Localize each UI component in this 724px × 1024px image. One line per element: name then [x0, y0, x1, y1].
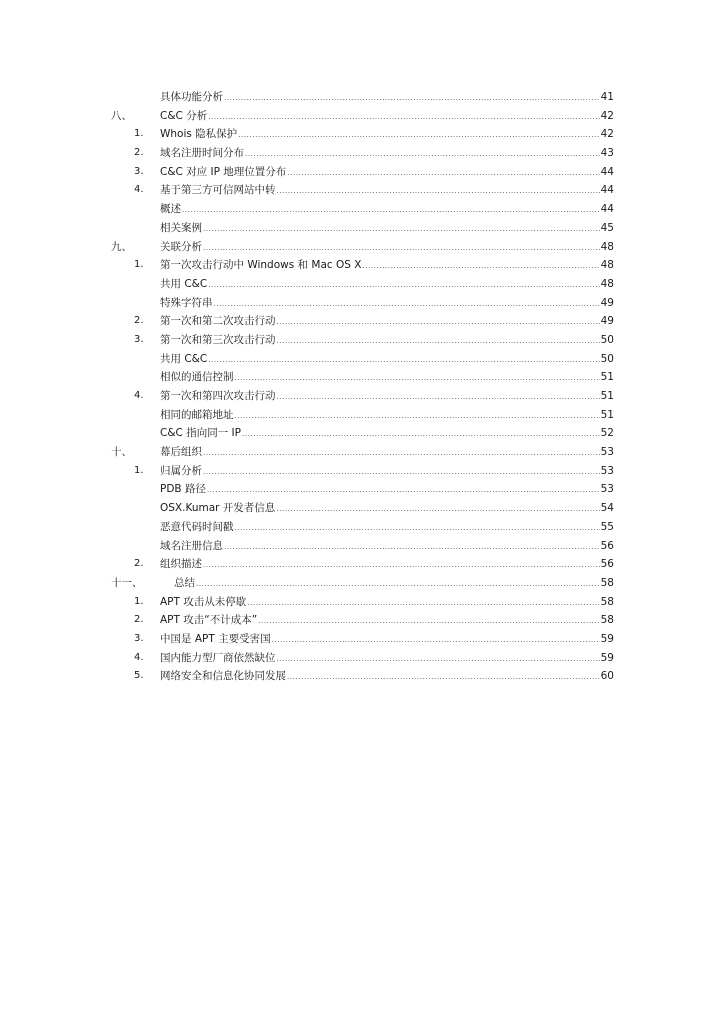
toc-entry[interactable] — [0, 238, 724, 257]
toc-page-number: 45 — [600, 221, 614, 234]
toc-entry-line — [160, 649, 614, 669]
toc-entry-title[interactable]: 总结 — [174, 576, 195, 589]
toc-page-number: 54 — [600, 502, 614, 515]
toc-entry[interactable] — [0, 181, 724, 200]
toc-entry[interactable] — [0, 144, 724, 163]
dot-leader — [203, 239, 600, 258]
toc-entry-line — [160, 144, 614, 164]
dot-leader — [203, 444, 600, 463]
toc-entry[interactable] — [0, 611, 724, 630]
toc-entry[interactable] — [0, 125, 724, 144]
toc-entry-title[interactable]: 第一次和第四次攻击行动 — [160, 390, 276, 402]
toc-page-number: 44 — [600, 184, 614, 197]
toc-page-number: 44 — [600, 165, 614, 178]
toc-entry-title[interactable]: 共用 C&C — [160, 352, 208, 365]
toc-entry-line — [160, 518, 614, 538]
toc-section-number: 4. — [134, 184, 144, 196]
dot-leader — [362, 257, 599, 276]
dot-leader — [276, 500, 599, 519]
toc-entry-line — [160, 480, 614, 500]
toc-section-number: 2. — [134, 558, 144, 570]
dot-leader — [258, 612, 599, 631]
toc-entry-title[interactable]: OSX.Kumar 开发者信息 — [160, 502, 276, 515]
toc-entry-line — [160, 88, 614, 108]
toc-entry-title[interactable]: C&C 分析 — [160, 109, 208, 122]
toc-page-number: 60 — [600, 670, 614, 683]
toc-entry-title[interactable]: 第一次和第二次攻击行动 — [160, 315, 276, 328]
toc-entry[interactable] — [0, 107, 724, 126]
toc-entry[interactable] — [0, 574, 724, 593]
dot-leader — [247, 594, 599, 613]
toc-entry-title[interactable]: 幕后组织 — [160, 446, 202, 459]
toc-section-number: 3. — [134, 333, 144, 345]
toc-entry-line — [160, 499, 614, 519]
toc-page-number: 51 — [600, 390, 614, 402]
toc-chapter-number: 八、 — [111, 109, 132, 122]
toc-entry-line — [160, 406, 614, 426]
dot-leader — [277, 313, 600, 332]
toc-page-number: 49 — [600, 315, 614, 328]
toc-entry-line — [160, 443, 614, 463]
toc-entry[interactable] — [0, 200, 724, 219]
toc-page-number: 58 — [600, 614, 614, 627]
toc-page-number: 50 — [600, 333, 614, 346]
toc-entry[interactable] — [0, 368, 724, 387]
toc-section-number: 5. — [134, 670, 144, 682]
toc-entry-title[interactable]: 归属分析 — [160, 464, 202, 477]
toc-entry-line — [160, 574, 614, 594]
toc-entry-title[interactable]: 域名注册时间分布 — [160, 147, 244, 160]
toc-entry-title[interactable]: 具体功能分析 — [160, 91, 223, 103]
toc-page-number: 42 — [600, 128, 614, 141]
toc-entry-title[interactable]: Whois 隐私保护 — [160, 128, 238, 141]
dot-leader — [277, 182, 600, 201]
toc-page-number: 53 — [600, 464, 614, 477]
toc-section-number: 2. — [134, 315, 144, 327]
toc-page-number: 58 — [600, 595, 614, 608]
toc-entry-line — [160, 294, 614, 314]
toc-page-number: 58 — [600, 576, 614, 589]
toc-page-number: 48 — [600, 240, 614, 253]
toc-entry[interactable] — [0, 219, 724, 238]
toc-entry-title[interactable]: C&C 指向同一 IP — [160, 427, 241, 440]
dot-leader — [245, 145, 600, 164]
toc-entry-line — [160, 163, 614, 183]
toc-section-number: 2. — [134, 614, 144, 626]
toc-entry-title[interactable]: 国内能力型厂商依然缺位 — [160, 651, 276, 664]
toc-entry-line — [160, 555, 614, 575]
dot-leader — [207, 481, 600, 500]
toc-page-number: 56 — [600, 558, 614, 571]
toc-page-number: 48 — [600, 277, 614, 290]
toc-entry-title[interactable]: 相似的通信控制 — [160, 371, 234, 384]
toc-page-number: 51 — [600, 371, 614, 384]
toc-entry-title[interactable]: 恶意代码时间戳 — [160, 520, 234, 533]
toc-section-number: 2. — [134, 147, 144, 159]
toc-entry[interactable] — [0, 275, 724, 294]
dot-leader — [287, 164, 599, 183]
toc-entry-title[interactable]: 第一次攻击行动中 Windows 和 Mac OS X — [160, 259, 362, 272]
toc-section-number: 4. — [134, 651, 144, 663]
toc-entry-line — [160, 537, 614, 557]
toc-entry-line — [160, 275, 614, 295]
toc-entry-line — [160, 238, 614, 258]
toc-entry-line — [160, 331, 614, 351]
toc-entry-title[interactable]: APT 攻击“不计成本” — [160, 614, 258, 627]
toc-entry[interactable] — [0, 649, 724, 668]
dot-leader — [277, 332, 600, 351]
toc-page-number: 55 — [600, 520, 614, 533]
toc-entry-line — [160, 593, 614, 613]
toc-page-number: 56 — [600, 539, 614, 552]
toc-entry-title[interactable]: 关联分析 — [160, 240, 202, 253]
toc-chapter-number: 十一、 — [111, 576, 143, 589]
toc-page-number: 44 — [600, 203, 614, 216]
toc-entry[interactable] — [0, 518, 724, 537]
toc-section-number: 1. — [134, 464, 144, 476]
dot-leader — [208, 276, 599, 295]
dot-leader — [203, 463, 600, 482]
toc-page-number: 59 — [600, 651, 614, 664]
toc-section-number: 3. — [134, 632, 144, 644]
dot-leader — [235, 407, 600, 426]
toc-page-number: 48 — [600, 259, 614, 272]
toc-entry-title[interactable]: C&C 对应 IP 地理位置分布 — [160, 165, 287, 178]
toc-entry-line — [160, 630, 614, 650]
toc-page-number: 49 — [600, 296, 614, 309]
toc-chapter-number: 十、 — [111, 446, 132, 459]
toc-entry-line — [160, 312, 614, 332]
toc-entry[interactable] — [0, 294, 724, 313]
toc-entry-line — [160, 107, 614, 127]
toc-entry-line — [160, 125, 614, 145]
dot-leader — [272, 631, 600, 650]
toc-page-number: 43 — [600, 147, 614, 160]
toc-entry-title[interactable]: 特殊字符串 — [160, 296, 213, 309]
dot-leader — [182, 201, 600, 220]
toc-entry-title[interactable]: 共用 C&C — [160, 277, 208, 290]
toc-entry-title[interactable]: PDB 路径 — [160, 483, 206, 496]
toc-entry[interactable] — [0, 667, 724, 686]
toc-section-number: 1. — [134, 595, 144, 607]
toc-chapter-number: 九、 — [111, 240, 132, 253]
toc-entry-line — [160, 368, 614, 388]
toc-entry-title[interactable]: 基于第三方可信网站中转 — [160, 184, 276, 197]
dot-leader — [203, 220, 600, 239]
toc-entry-title[interactable]: 概述 — [160, 203, 181, 216]
toc-entry[interactable] — [0, 163, 724, 182]
toc-entry-line — [160, 350, 614, 370]
toc-entry[interactable] — [0, 256, 724, 275]
toc-page-number: 53 — [600, 483, 614, 496]
toc-page-number: 53 — [600, 446, 614, 459]
toc-entry[interactable] — [0, 312, 724, 331]
toc-entry-title[interactable]: 第一次和第三次攻击行动 — [160, 333, 276, 346]
toc-entry-line — [160, 200, 614, 220]
dot-leader — [224, 89, 600, 108]
toc-section-number: 4. — [134, 390, 144, 401]
toc-entry[interactable] — [0, 462, 724, 481]
toc-entry[interactable] — [0, 88, 724, 107]
toc-entry[interactable] — [0, 331, 724, 350]
toc-entry[interactable] — [0, 387, 724, 406]
toc-entry[interactable] — [0, 630, 724, 649]
dot-leader — [208, 351, 599, 370]
toc-entry-line — [160, 219, 614, 239]
toc-entry-title[interactable]: 相关案例 — [160, 221, 202, 234]
table-of-contents — [0, 88, 724, 686]
dot-leader — [208, 108, 599, 127]
toc-entry[interactable] — [0, 350, 724, 369]
toc-entry-line — [160, 181, 614, 201]
toc-section-number: 1. — [134, 128, 144, 140]
dot-leader — [224, 538, 600, 557]
toc-entry-title[interactable]: 相同的邮箱地址 — [160, 408, 234, 421]
toc-page-number: 59 — [600, 632, 614, 645]
toc-entry-line — [160, 462, 614, 482]
toc-entry[interactable] — [0, 537, 724, 556]
toc-page-number: 41 — [600, 91, 614, 103]
dot-leader — [287, 668, 600, 687]
toc-entry-title[interactable]: APT 攻击从未停歇 — [160, 595, 247, 608]
dot-leader — [242, 425, 600, 444]
toc-entry-line — [160, 424, 614, 444]
dot-leader — [277, 650, 600, 669]
toc-entry-line — [160, 667, 614, 687]
dot-leader — [238, 126, 599, 145]
toc-entry-title[interactable]: 域名注册信息 — [160, 539, 223, 552]
dot-leader — [235, 369, 600, 388]
dot-leader — [214, 295, 600, 314]
toc-entry-line — [160, 611, 614, 631]
dot-leader — [203, 556, 600, 575]
toc-entry-line — [160, 256, 614, 276]
toc-entry-line — [160, 387, 614, 407]
toc-entry[interactable] — [0, 480, 724, 499]
toc-entry[interactable] — [0, 555, 724, 574]
toc-page-number: 42 — [600, 109, 614, 122]
toc-section-number: 3. — [134, 165, 144, 177]
toc-page-number: 52 — [600, 427, 614, 440]
toc-entry[interactable] — [0, 406, 724, 425]
dot-leader — [196, 575, 600, 594]
toc-section-number: 1. — [134, 259, 144, 271]
toc-entry-title[interactable]: 组织描述 — [160, 558, 202, 571]
dot-leader — [277, 388, 600, 407]
toc-entry[interactable] — [0, 424, 724, 443]
toc-entry[interactable] — [0, 499, 724, 518]
toc-entry-title[interactable]: 网络安全和信息化协同发展 — [160, 670, 286, 683]
toc-page-number: 50 — [600, 352, 614, 365]
toc-entry-title[interactable]: 中国是 APT 主要受害国 — [160, 632, 271, 645]
dot-leader — [235, 519, 600, 538]
toc-entry[interactable] — [0, 443, 724, 462]
toc-page-number: 51 — [600, 408, 614, 421]
toc-entry[interactable] — [0, 593, 724, 612]
